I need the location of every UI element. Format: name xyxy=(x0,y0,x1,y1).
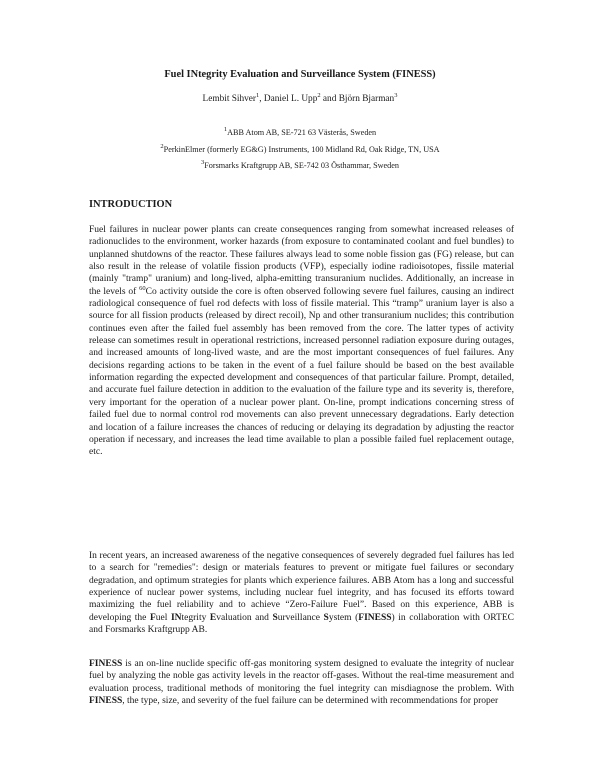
acronym-letter: IN xyxy=(170,612,182,623)
author-name: Björn Bjarman xyxy=(338,94,395,104)
acronym-letter: S xyxy=(272,612,278,623)
paragraph-text: valuation and xyxy=(216,612,273,623)
affiliation-3 xyxy=(0,161,600,170)
paragraph-text: Fuel failures in nuclear power plants can create consequences ranging from somewhat increased releases of radionuclides to the environment, worker hazards (from exposure to contaminated coolant and fuel bundles) to unplanned shutdowns of the reactor. These failures always lead to some noble fission gas (FG) release, but can also result in the release of volatile fission products (VFP), especially iodine radioisotopes, fissile material (mainly "tramp" uranium) and long-lived, alpha-emitting transuranium nuclides. Additionally, an increase in the levels of xyxy=(89,225,514,297)
paragraph-text: is an on-line nuclide specific off-gas monitoring system designed to evaluate the integrity of nuclear fuel by analyzing the noble gas activity levels in the reactor off-gases. Without the real-time measurement and evaluation process, traditional methods of monitoring the fuel integrity can misdiagnose the problem. With xyxy=(89,659,514,694)
author-name: Lembit Sihver xyxy=(202,94,256,104)
author-list xyxy=(0,94,600,104)
author-name: Daniel L. Upp xyxy=(263,94,318,104)
paragraph-text: In recent years, an increased awareness of the negative consequences of severely degraded fuel failures has led to a search for "remedies": design or materials features to prevent or mitigate fuel failures or secondary degradation, and optimum strategies for plants which experience failures. ABB Atom has a long and successful experience of nuclear power systems, including nuclear fuel integrity, and has focused its efforts toward maximizing the fuel reliability and to achieve “Zero-Failure Fuel”. Based on this experience, ABB is developing the xyxy=(89,551,514,623)
author-superscript: 1 xyxy=(256,92,260,99)
paragraph-text: Co activity outside the core is often observed following severe fuel failures, causing an indirect radiological consequence of fuel rod defects with loss of fissile material. This “tramp” uranium layer is also a source for all fission products (released by direct recoil), Np and other transuranium nuclides; this contribution continues even after the failed fuel assembly has been removed from the core. The latter types of activity release can sometimes result in operational restrictions, increased personnel radiation exposure during outages, and increased amounts of long-lived waste, and are the most important consequences of fuel failures. Any decisions regarding actions to be taken in the event of a fuel failure should be based on the best available information regarding the expected development and consequences of that particular failure. Prompt, detailed, and accurate fuel failure detection in addition to the evaluation of the failure type and its severity is, therefore, very important for the operation of a nuclear power plant. On-line, prompt indications concerning stress of failed fuel due to normal control rod movements can also prevent unnecessary degradations. Early detection and location of a failure increases the chances of reducing or delaying its degradation by adjusting the reactor operation if necessary, and increases the lead time available to plan a possible failed fuel replacement outage, etc. xyxy=(89,286,514,458)
paragraph-text: , the type, size, and severity of the fuel failure can be determined with recommendations for proper xyxy=(122,696,499,707)
paragraph-3 xyxy=(89,658,514,707)
author-superscript: 2 xyxy=(317,92,321,99)
affiliation-text: Forsmarks Kraftgrupp AB, SE-742 03 Östhammar, Sweden xyxy=(204,161,400,170)
paragraph-text: urveillance xyxy=(277,612,324,623)
paragraph-text: tegrity xyxy=(181,612,210,623)
author-separator: , xyxy=(259,94,264,104)
affiliation-superscript: 3 xyxy=(200,159,205,166)
affiliation-text: ABB Atom AB, SE-721 63 Västerås, Sweden xyxy=(227,128,377,137)
acronym-letter: E xyxy=(209,612,217,623)
affiliation-text: PerkinElmer (formerly EG&G) Instruments, 100 Midland Rd, Oak Ridge, TN, USA xyxy=(163,145,440,154)
acronym-finess: FINESS xyxy=(89,659,123,669)
paragraph-1 xyxy=(89,224,514,459)
author-superscript: 3 xyxy=(394,92,398,99)
author-separator: and xyxy=(320,94,339,104)
section-heading: INTRODUCTION xyxy=(89,199,173,210)
affiliation-1 xyxy=(0,128,600,137)
acronym-finess: FINESS xyxy=(358,612,392,623)
paragraph-text: ystem ( xyxy=(328,612,359,623)
isotope-superscript: 60 xyxy=(139,284,146,292)
acronym-finess: FINESS xyxy=(89,696,123,707)
acronym-letter: F xyxy=(149,612,156,623)
affiliation-superscript: 1 xyxy=(223,126,228,133)
paragraph-2 xyxy=(89,550,514,636)
acronym-letter: S xyxy=(323,612,329,623)
affiliation-2 xyxy=(0,145,600,154)
affiliation-superscript: 2 xyxy=(160,143,164,150)
paragraph-text: uel xyxy=(155,612,171,623)
paper-title: Fuel INtegrity Evaluation and Surveillance System (FINESS) xyxy=(164,69,436,80)
paragraph-text: ) in collaboration with ORTEC and Forsmarks Kraftgrupp AB. xyxy=(89,612,514,636)
